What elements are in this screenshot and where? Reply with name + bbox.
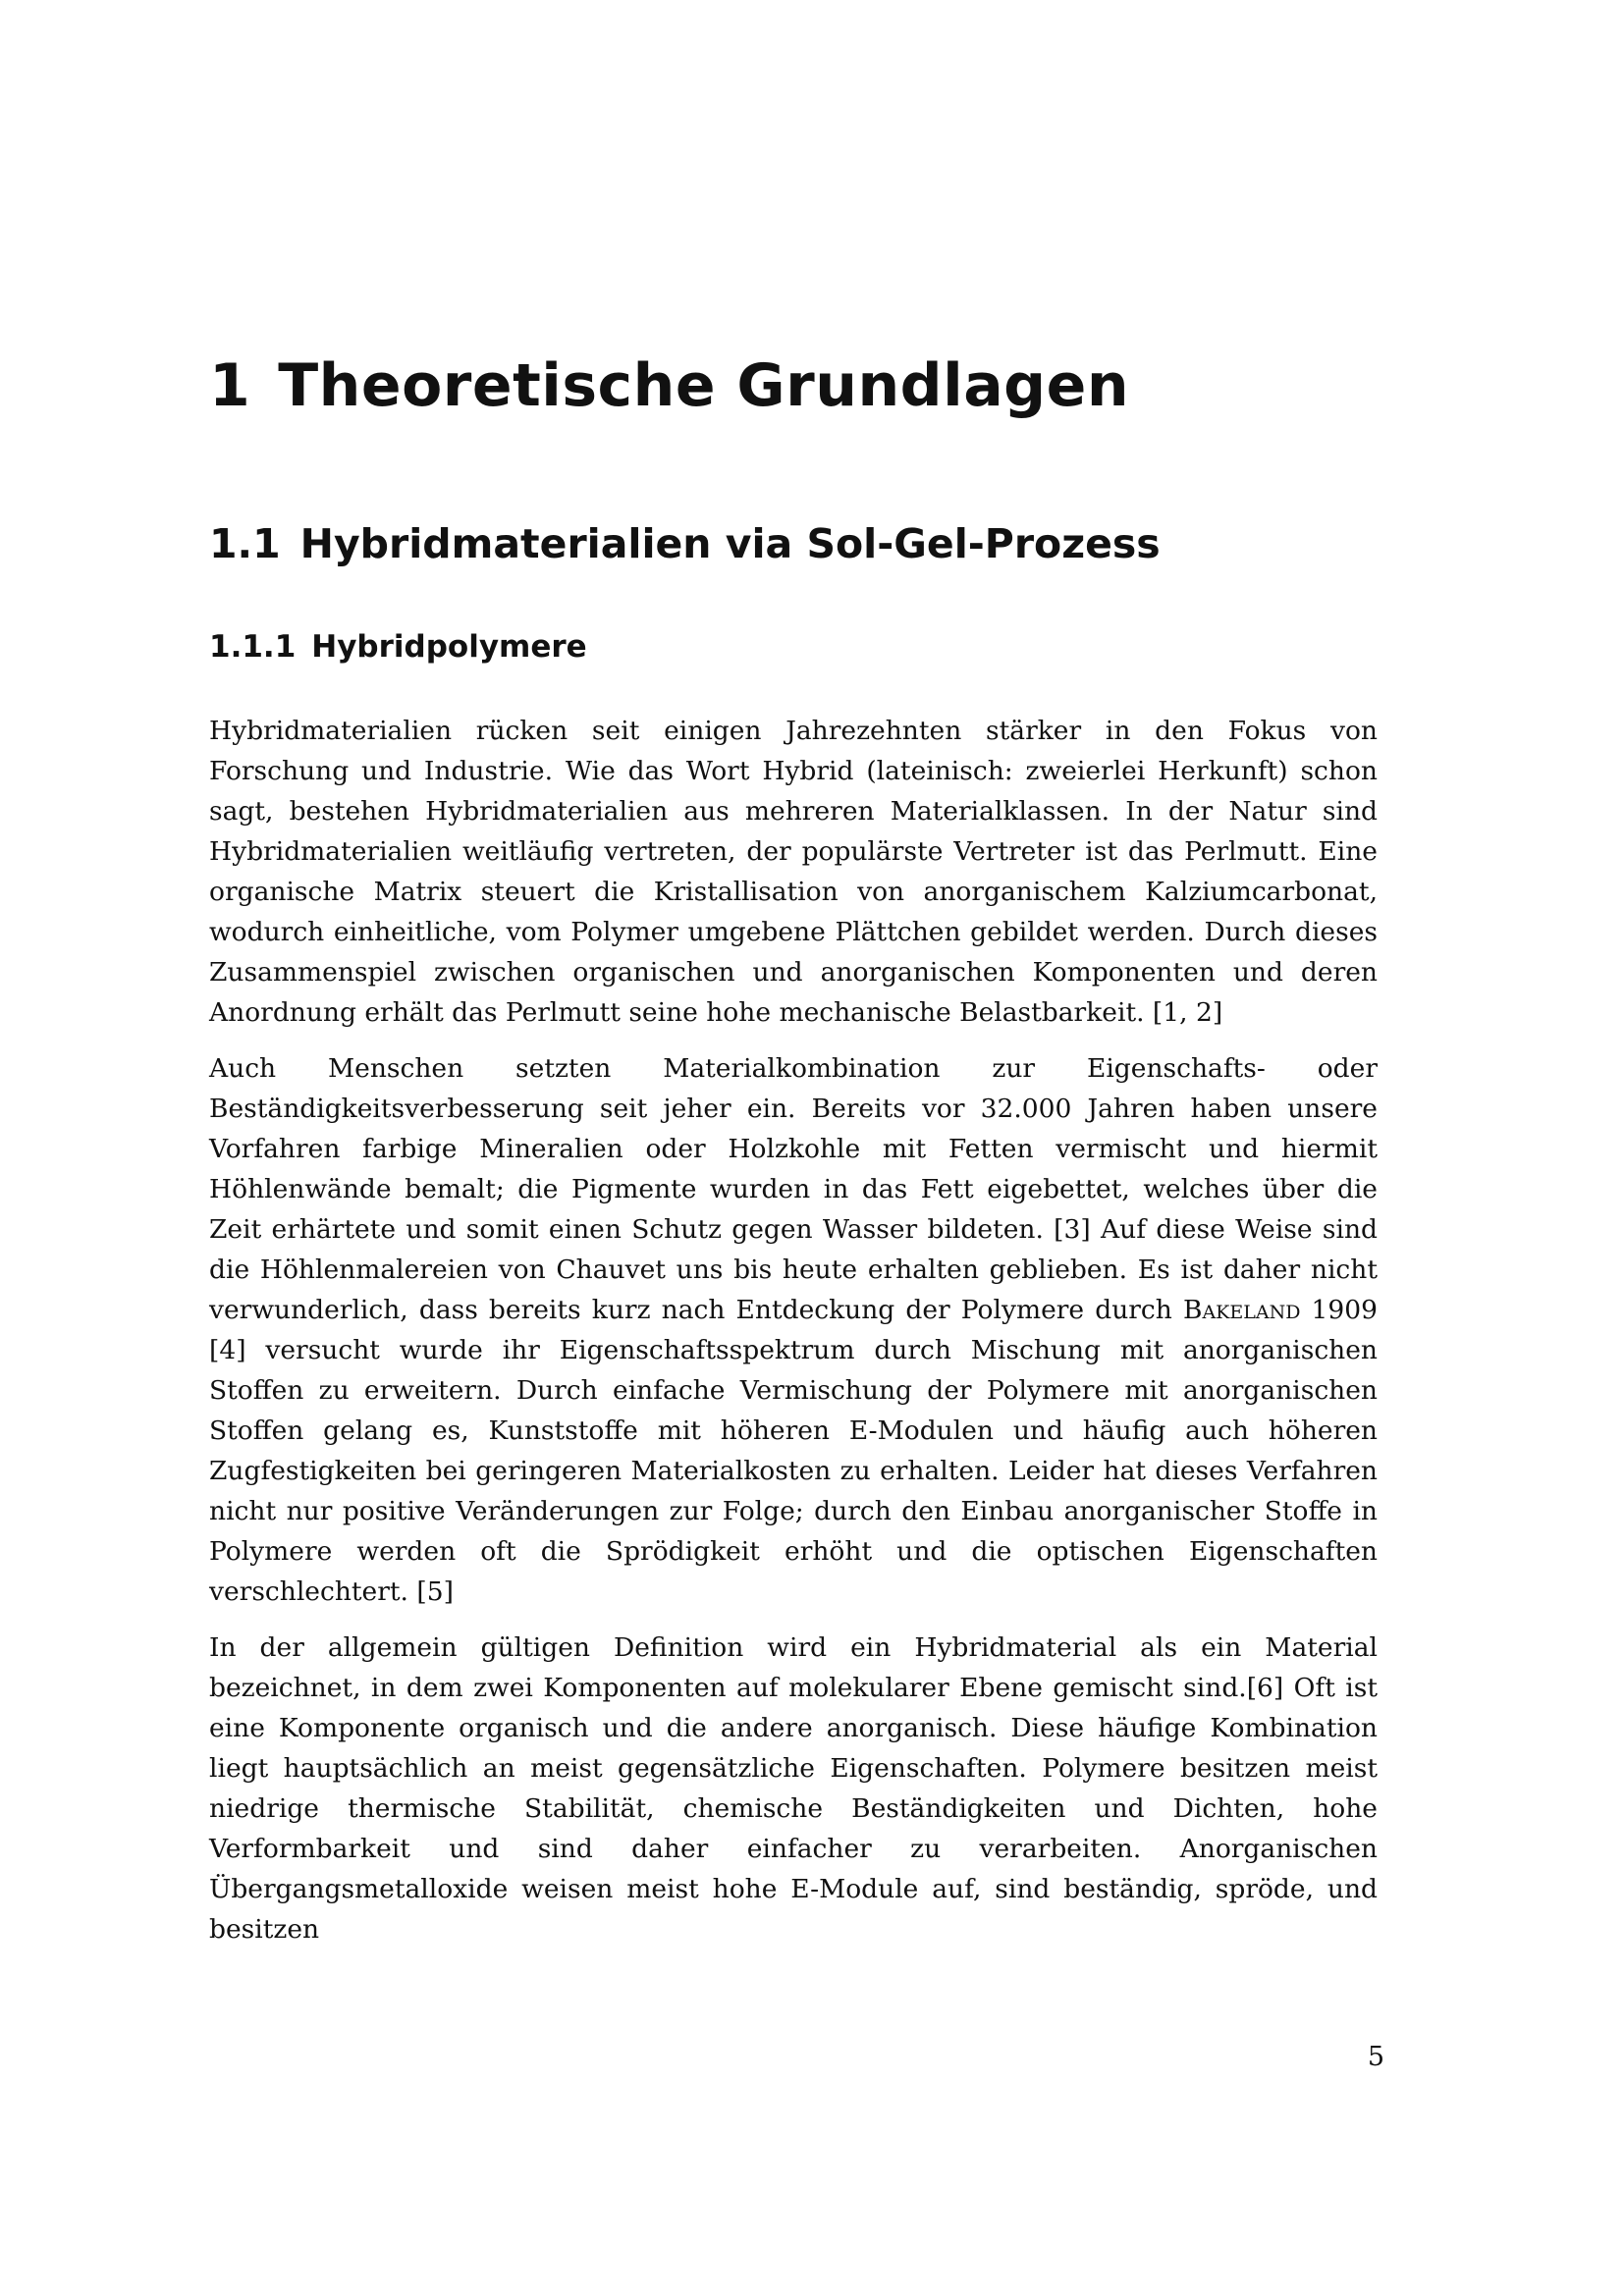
- paragraph-1: Hybridmaterialien rücken seit einigen Jahrezehnten stärker in den Fokus von Forschung und Industrie. Wie das Wort Hybrid (lateinisch: zweierlei Herkunft) schon sagt, bestehen Hybridmaterialien aus mehreren Materialklassen. In der Natur sind Hybridmaterialien weitläufig vertreten, der populärste Vertreter ist das Perlmutt. Eine organische Matrix steuert die Kristallisation von anorganischem Kalziumcarbonat, wodurch einheitliche, vom Polymer umgebene Plättchen gebildet werden. Durch dieses Zusammenspiel zwischen organischen und anorganischen Komponenten und deren Anordnung erhält das Perlmutt seine hohe mechanische Belastbarkeit. [1, 2]: [209, 716, 1378, 1028]
- page-number: 5: [1367, 2042, 1384, 2072]
- subsection-heading: [209, 630, 587, 664]
- body-text: [209, 711, 1378, 1965]
- section-heading: [209, 522, 1161, 566]
- subsection-title: Hybridpolymere: [311, 629, 587, 665]
- paragraph-3: In der allgemein gültigen Definition wird ein Hybridmaterial als ein Material bezeichnet, in dem zwei Komponenten auf molekularer Ebene gemischt sind.[6] Oft ist eine Komponente organisch und die andere anorganisch. Diese häufige Kombination liegt hauptsächlich an meist gegensätzliche Eigenschaften. Polymere besitzen meist niedrige thermische Stabilität, chemische Beständigkeiten und Dichten, hohe Verformbarkeit und sind daher einfacher zu verarbeiten. Anorganischen Übergangsmetalloxide weisen meist hohe E-Module auf, sind beständig, spröde, und besitzen: [209, 1632, 1378, 1945]
- chapter-heading: [209, 353, 1129, 418]
- paragraph-2-part-1: Auch Menschen setzten Materialkombination zur Eigenschafts- oder Beständigkeitsverbesserung seit jeher ein. Bereits vor 32.000 Jahren haben unsere Vorfahren farbige Mineralien oder Holzkohle mit Fetten vermischt und hiermit Höhlenwände bemalt; die Pigmente wurden in das Fett eigebettet, welches über die Zeit erhärtete und somit einen Schutz gegen Wasser bildeten. [3] Auf diese Weise sind die Höhlenmalereien von Chauvet uns bis heute erhalten geblieben. Es ist daher nicht verwunderlich, dass bereits kurz nach Entdeckung der Polymere durch: [209, 1053, 1378, 1325]
- chapter-number: 1: [209, 351, 251, 420]
- paragraph-2-part-2: 1909 [4] versucht wurde ihr Eigenschaftsspektrum durch Mischung mit anorganischen Stoffen zu erweitern. Durch einfache Vermischung der Polymere mit anorganischen Stoffen gelang es, Kunststoffe mit höheren E-Modulen und häufig auch höheren Zugfestigkeiten bei geringeren Materialkosten zu erhalten. Leider hat dieses Verfahren nicht nur positive Veränderungen zur Folge; durch den Einbau anorganischer Stoffe in Polymere werden oft die Sprödigkeit erhöht und die optischen Eigenschaften verschlechtert. [5]: [209, 1295, 1378, 1607]
- author-name-bakeland: Bakeland: [1182, 1295, 1301, 1325]
- chapter-title: Theoretische Grundlagen: [278, 351, 1130, 420]
- section-number: 1.1: [209, 520, 281, 567]
- subsection-number: 1.1.1: [209, 629, 297, 665]
- paragraph-2: [209, 1048, 1378, 1612]
- section-title: Hybridmaterialien via Sol-Gel-Prozess: [299, 520, 1161, 567]
